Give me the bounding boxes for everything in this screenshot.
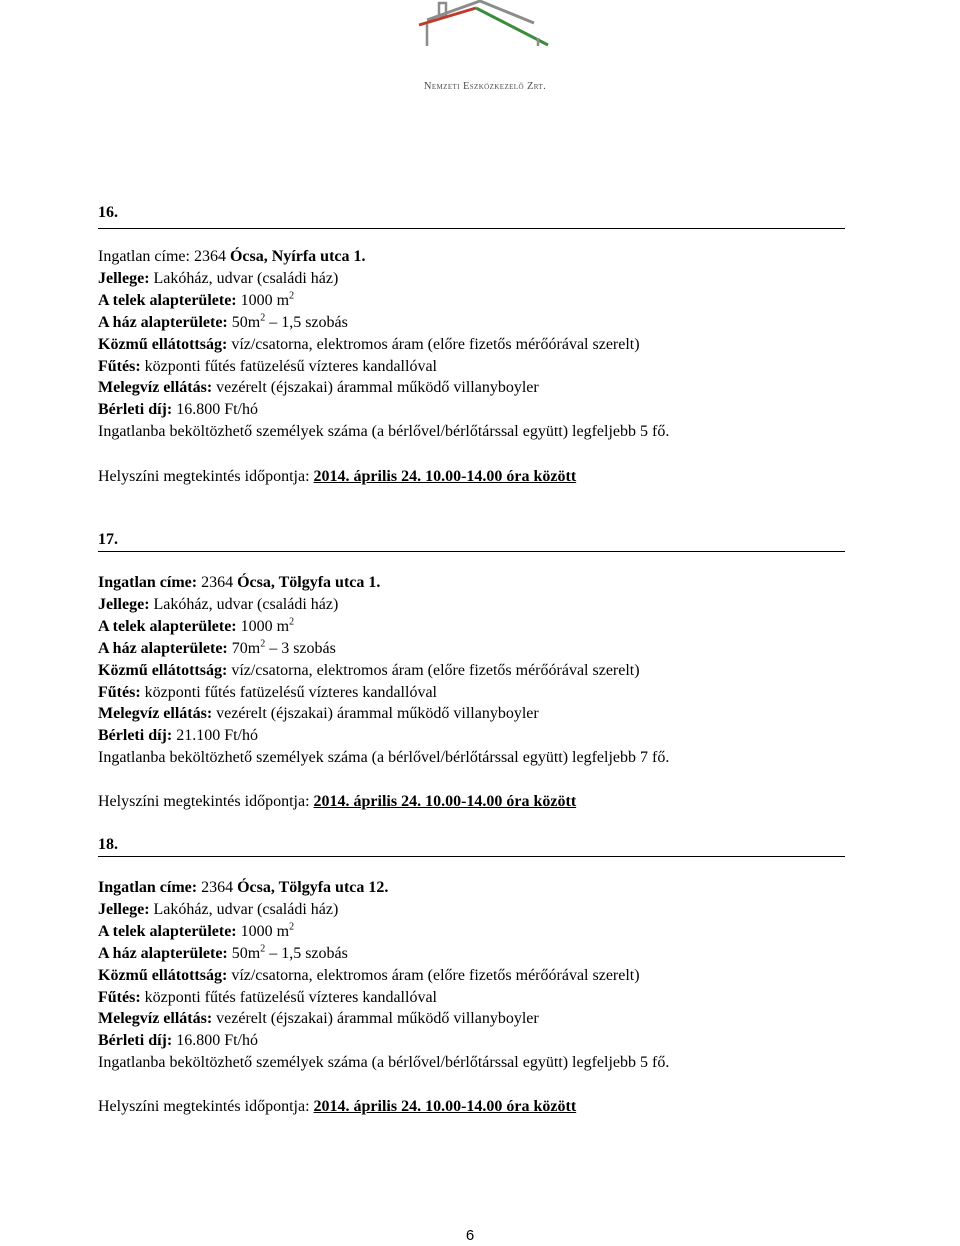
viewing-label: Helyszíni megtekintés időpontja: [98,793,310,810]
type-label: Jellege: [98,900,150,918]
house-area: 50m [231,313,261,331]
occupancy-line: Ingatlanba beköltözhető személyek száma (a bérlővel/bérlőtárssal együtt) legfeljebb 5 fő. [98,423,670,441]
address-line [98,246,858,268]
type-line [98,268,858,290]
house-unit-exponent: 2 [260,638,266,650]
rent-value: 16.800 Ft/hó [176,401,258,419]
plot-value: 1000 m [240,617,290,635]
rent-label: Bérleti díj: [98,1032,173,1050]
house-unit-exponent: 2 [260,312,266,324]
viewing-line [98,466,858,488]
plot-line [98,290,858,312]
address-zip: 2364 [193,248,226,265]
heating-label: Fűtés: [98,357,141,375]
address-value: Ócsa, Nyírfa utca 1. [229,248,366,265]
listing-number: 16. [98,202,845,229]
house-label: A ház alapterülete: [98,639,228,657]
hotwater-line [98,703,858,725]
address-value: Ócsa, Tölgyfa utca 1. [237,574,381,591]
company-name: Nemzeti Eszközkezelő Zrt. [423,81,547,92]
house-line [98,312,858,334]
house-area: 50m [231,944,261,962]
utilities-value: víz/csatorna, elektromos áram (előre fizetős mérőórával szerelt) [231,335,640,353]
house-line [98,943,858,965]
plot-unit-exponent: 2 [289,921,295,933]
utilities-label: Közmű ellátottság: [98,661,228,679]
type-label: Jellege: [98,269,150,287]
plot-label: A telek alapterülete: [98,922,237,940]
plot-line [98,921,858,943]
house-rooms: – 1,5 szobás [269,944,348,962]
type-line [98,899,858,921]
rent-value: 16.800 Ft/hó [176,1032,258,1050]
hotwater-line [98,1008,858,1030]
heating-line [98,356,858,378]
utilities-value: víz/csatorna, elektromos áram (előre fizetős mérőórával szerelt) [231,661,640,679]
heating-label: Fűtés: [98,683,141,701]
heating-line [98,987,858,1009]
listing-number: 18. [98,834,845,857]
viewing-label: Helyszíni megtekintés időpontja: [98,1098,310,1115]
house-rooms: – 3 szobás [269,639,336,657]
rent-line [98,1030,858,1052]
utilities-line [98,965,858,987]
page-number: 6 [465,1227,475,1244]
hotwater-label: Melegvíz ellátás: [98,1010,213,1028]
company-logo [410,0,560,100]
address-line [98,877,858,899]
heating-label: Fűtés: [98,988,141,1006]
occupancy-line: Ingatlanba beköltözhető személyek száma (a bérlővel/bérlőtárssal együtt) legfeljebb 5 fő. [98,1054,670,1072]
plot-unit-exponent: 2 [289,616,295,628]
house-unit-exponent: 2 [260,943,266,955]
hotwater-line [98,377,858,399]
house-label: A ház alapterülete: [98,944,228,962]
address-label: Ingatlan címe: [98,879,198,896]
house-area: 70m [231,639,261,657]
heating-line [98,682,858,704]
rent-label: Bérleti díj: [98,401,173,419]
plot-label: A telek alapterülete: [98,617,237,635]
utilities-line [98,334,858,356]
utilities-value: víz/csatorna, elektromos áram (előre fizetős mérőórával szerelt) [231,966,640,984]
house-line [98,638,858,660]
plot-label: A telek alapterülete: [98,291,237,309]
listing-details [98,572,858,769]
viewing-label: Helyszíni megtekintés időpontja: [98,468,310,485]
utilities-line [98,660,858,682]
utilities-label: Közmű ellátottság: [98,966,228,984]
hotwater-label: Melegvíz ellátás: [98,705,213,723]
plot-value: 1000 m [240,922,290,940]
address-line [98,572,858,594]
address-zip: 2364 [201,574,234,591]
hotwater-label: Melegvíz ellátás: [98,379,213,397]
house-rooms: – 1,5 szobás [269,313,348,331]
house-label: A ház alapterülete: [98,313,228,331]
viewing-time: 2014. április 24. 10.00-14.00 óra között [313,468,577,485]
address-label: Ingatlan címe: [98,574,198,591]
viewing-time: 2014. április 24. 10.00-14.00 óra között [313,793,577,810]
listing-details [98,877,858,1074]
roof-outline [427,1,534,23]
type-value: Lakóház, udvar (családi ház) [153,595,339,613]
address-label: Ingatlan címe: [98,248,190,265]
rent-line [98,399,858,421]
type-label: Jellege: [98,595,150,613]
viewing-line [98,791,858,813]
hotwater-value: vezérelt (éjszakai) árammal működő villanyboyler [216,705,539,723]
house-roof-logo-icon [410,0,560,80]
heating-value: központi fűtés fatüzelésű vízteres kandallóval [144,357,437,375]
hotwater-value: vezérelt (éjszakai) árammal működő villanyboyler [216,1010,539,1028]
viewing-time: 2014. április 24. 10.00-14.00 óra között [313,1098,577,1115]
rent-label: Bérleti díj: [98,727,173,745]
heating-value: központi fűtés fatüzelésű vízteres kandallóval [144,988,437,1006]
viewing-line [98,1096,858,1118]
plot-value: 1000 m [240,291,290,309]
roof-red-stroke [419,8,476,25]
listing-details [98,246,858,443]
type-value: Lakóház, udvar (családi ház) [153,269,339,287]
plot-unit-exponent: 2 [289,290,295,302]
listing-number: 17. [98,529,845,552]
rent-value: 21.100 Ft/hó [176,727,258,745]
occupancy-line: Ingatlanba beköltözhető személyek száma (a bérlővel/bérlőtárssal együtt) legfeljebb 7 fő. [98,749,670,767]
address-zip: 2364 [201,879,234,896]
utilities-label: Közmű ellátottság: [98,335,228,353]
hotwater-value: vezérelt (éjszakai) árammal működő villanyboyler [216,379,539,397]
rent-line [98,725,858,747]
heating-value: központi fűtés fatüzelésű vízteres kandallóval [144,683,437,701]
type-value: Lakóház, udvar (családi ház) [153,900,339,918]
type-line [98,594,858,616]
plot-line [98,616,858,638]
address-value: Ócsa, Tölgyfa utca 12. [237,879,389,896]
